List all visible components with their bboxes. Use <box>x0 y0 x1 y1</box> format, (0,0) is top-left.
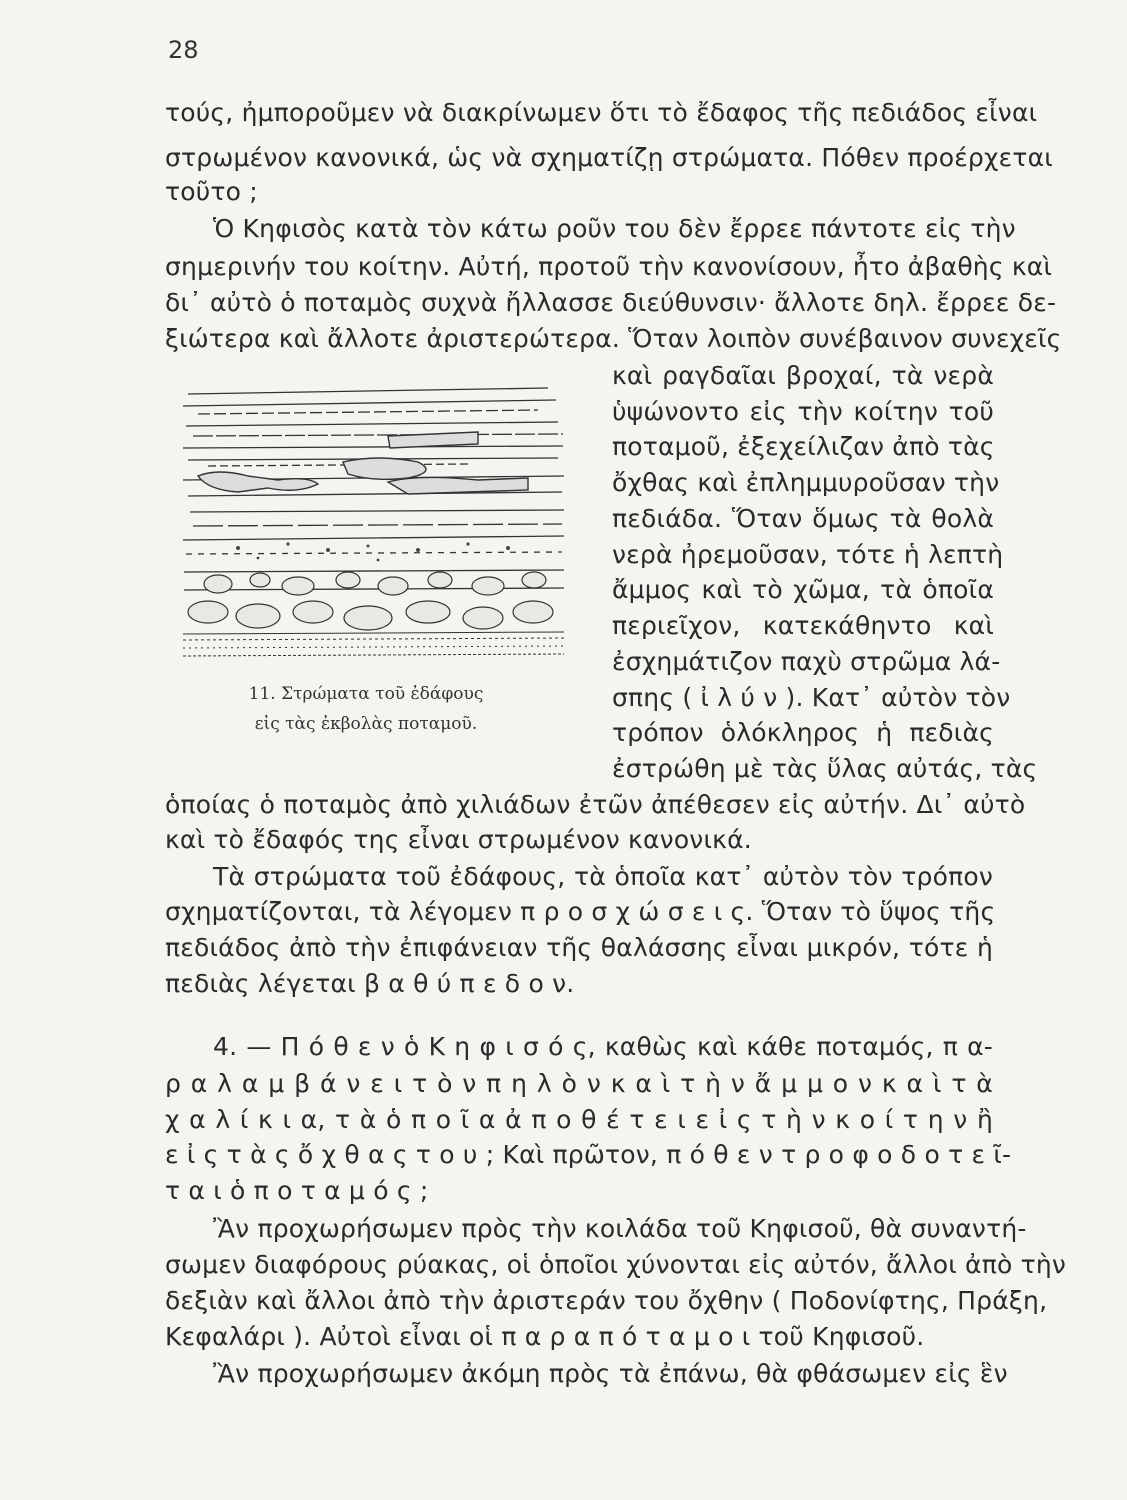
figure-caption-line: 11. Στρώματα τοῦ ἐδάφους <box>248 684 484 704</box>
text-line: σχηματίζονται, τὰ λέγομεν π ρ ο σ χ ώ σ ε ι ς. Ὅταν τὸ ὕψος τῆς <box>165 897 996 926</box>
text-line: σωμεν διαφόρους ρύακας, οἱ ὁποῖοι χύνονται εἰς αὐτόν, ἄλλοι ἀπὸ τὴν <box>165 1250 1067 1279</box>
text-line: καὶ ραγδαῖαι βροχαί, τὰ νερὰ <box>612 361 994 390</box>
text-line: τ α ι ὁ π ο τ α μ ό ς ; <box>165 1176 429 1205</box>
text-line: νερὰ ἠρεμοῦσαν, τότε ἡ λεπτὴ <box>612 540 1004 569</box>
text-line: ρ α λ α μ β ά ν ε ι τ ὸ ν π η λ ὸ ν κ α ὶ τ ὴ ν ἄ μ μ ο ν κ α ὶ τ ὰ <box>165 1069 993 1098</box>
text-line: Ὁ Κηφισὸς κατὰ τὸν κάτω ροῦν του δὲν ἔρρεε πάντοτε εἰς τὴν <box>213 214 1016 243</box>
text-line: Ἂν προχωρήσωμεν ἀκόμη πρὸς τὰ ἐπάνω, θὰ φθάσωμεν εἰς ἓν <box>213 1359 1008 1388</box>
page-number: 28 <box>168 36 199 64</box>
text-line: στρωμένον κανονικά, ὡς νὰ σχηματίζῃ στρώματα. Πόθεν προέρχεται <box>165 143 1053 172</box>
text-line: πεδιὰς λέγεται β α θ ύ π ε δ ο ν. <box>165 969 575 998</box>
section-heading-line: 4. — Π ό θ ε ν ὁ Κ η φ ι σ ό ς, καθὼς καὶ κάθε ποταμός, π α- <box>213 1032 993 1061</box>
text-line: ἐστρώθη μὲ τὰς ὕλας αὐτάς, τὰς <box>612 754 1038 783</box>
text-line: τούς, ἠμποροῦμεν νὰ διακρίνωμεν ὅτι τὸ ἔδαφος τῆς πεδιάδος εἶναι <box>165 98 1038 127</box>
text-line: ἄμμος καὶ τὸ χῶμα, τὰ ὁποῖα <box>612 575 994 604</box>
text-line: ξιώτερα καὶ ἄλλοτε ἀριστερώτερα. Ὅταν λοιπὸν συνέβαινον συνεχεῖς <box>165 324 1062 353</box>
text-line: σημερινήν του κοίτην. Αὐτή, προτοῦ τὴν κανονίσουν, ἦτο ἀβαθὴς καὶ <box>165 252 1053 281</box>
text-line: τοῦτο ; <box>165 177 258 206</box>
text-line: ποταμοῦ, ἐξεχείλιζαν ἀπὸ τὰς <box>612 432 995 461</box>
text-line: χ α λ ί κ ι α, τ ὰ ὁ π ο ῖ α ἀ π ο θ έ τ ε ι ε ἰ ς τ ὴ ν κ ο ί τ η ν ἢ <box>165 1105 993 1134</box>
text-line: Κεφαλάρι ). Αὐτοὶ εἶναι οἱ π α ρ α π ό τ α μ ο ι τοῦ Κηφισοῦ. <box>165 1322 925 1351</box>
figure-soil-layers <box>178 384 570 662</box>
text-line: δι᾽ αὐτὸ ὁ ποταμὸς συχνὰ ἤλλασσε διεύθυνσιν· ἄλλοτε δηλ. ἔρρεε δε- <box>165 288 1057 317</box>
figure-caption-line: εἰς τὰς ἐκβολὰς ποταμοῦ. <box>254 714 478 734</box>
text-line: ὑψώνοντο εἰς τὴν κοίτην τοῦ <box>612 397 994 426</box>
text-line: πεδιάδος ἀπὸ τὴν ἐπιφάνειαν τῆς θαλάσσης εἶναι μικρόν, τότε ἡ <box>165 933 993 962</box>
text-line: πεδιάδα. Ὅταν ὅμως τὰ θολὰ <box>612 504 994 533</box>
text-line: καὶ τὸ ἔδαφός της εἶναι στρωμένον κανονικά. <box>165 825 752 854</box>
text-line: Τὰ στρώματα τοῦ ἐδάφους, τὰ ὁποῖα κατ᾽ αὐτὸν τὸν τρόπον <box>213 862 993 891</box>
text-line: περιεῖχον, κατεκάθηντο καὶ <box>612 611 994 640</box>
text-line: ἐσχημάτιζον παχὺ στρῶμα λά- <box>612 647 1001 676</box>
text-line: τρόπον ὁλόκληρος ἡ πεδιὰς <box>612 718 994 747</box>
soil-layers-illustration <box>178 384 570 662</box>
text-line: δεξιὰν καὶ ἄλλοι ἀπὸ τὴν ἀριστεράν του ὄχθην ( Ποδονίφτης, Πράξη, <box>165 1286 1048 1315</box>
text-line: σπης ( ἰ λ ύ ν ). Κατ᾽ αὐτὸν τὸν <box>612 683 1011 712</box>
text-line: Ἂν προχωρήσωμεν πρὸς τὴν κοιλάδα τοῦ Κηφισοῦ, θὰ συναντή- <box>213 1214 1027 1243</box>
text-line: ε ἰ ς τ ὰ ς ὄ χ θ α ς τ ο υ ; Καὶ πρῶτον, π ό θ ε ν τ ρ ο φ ο δ ο τ ε ῖ- <box>165 1140 1012 1169</box>
text-line: ὄχθας καὶ ἐπλημμυροῦσαν τὴν <box>612 468 1000 497</box>
text-line: ὁποίας ὁ ποταμὸς ἀπὸ χιλιάδων ἐτῶν ἀπέθεσεν εἰς αὐτήν. Δι᾽ αὐτὸ <box>165 790 1026 819</box>
